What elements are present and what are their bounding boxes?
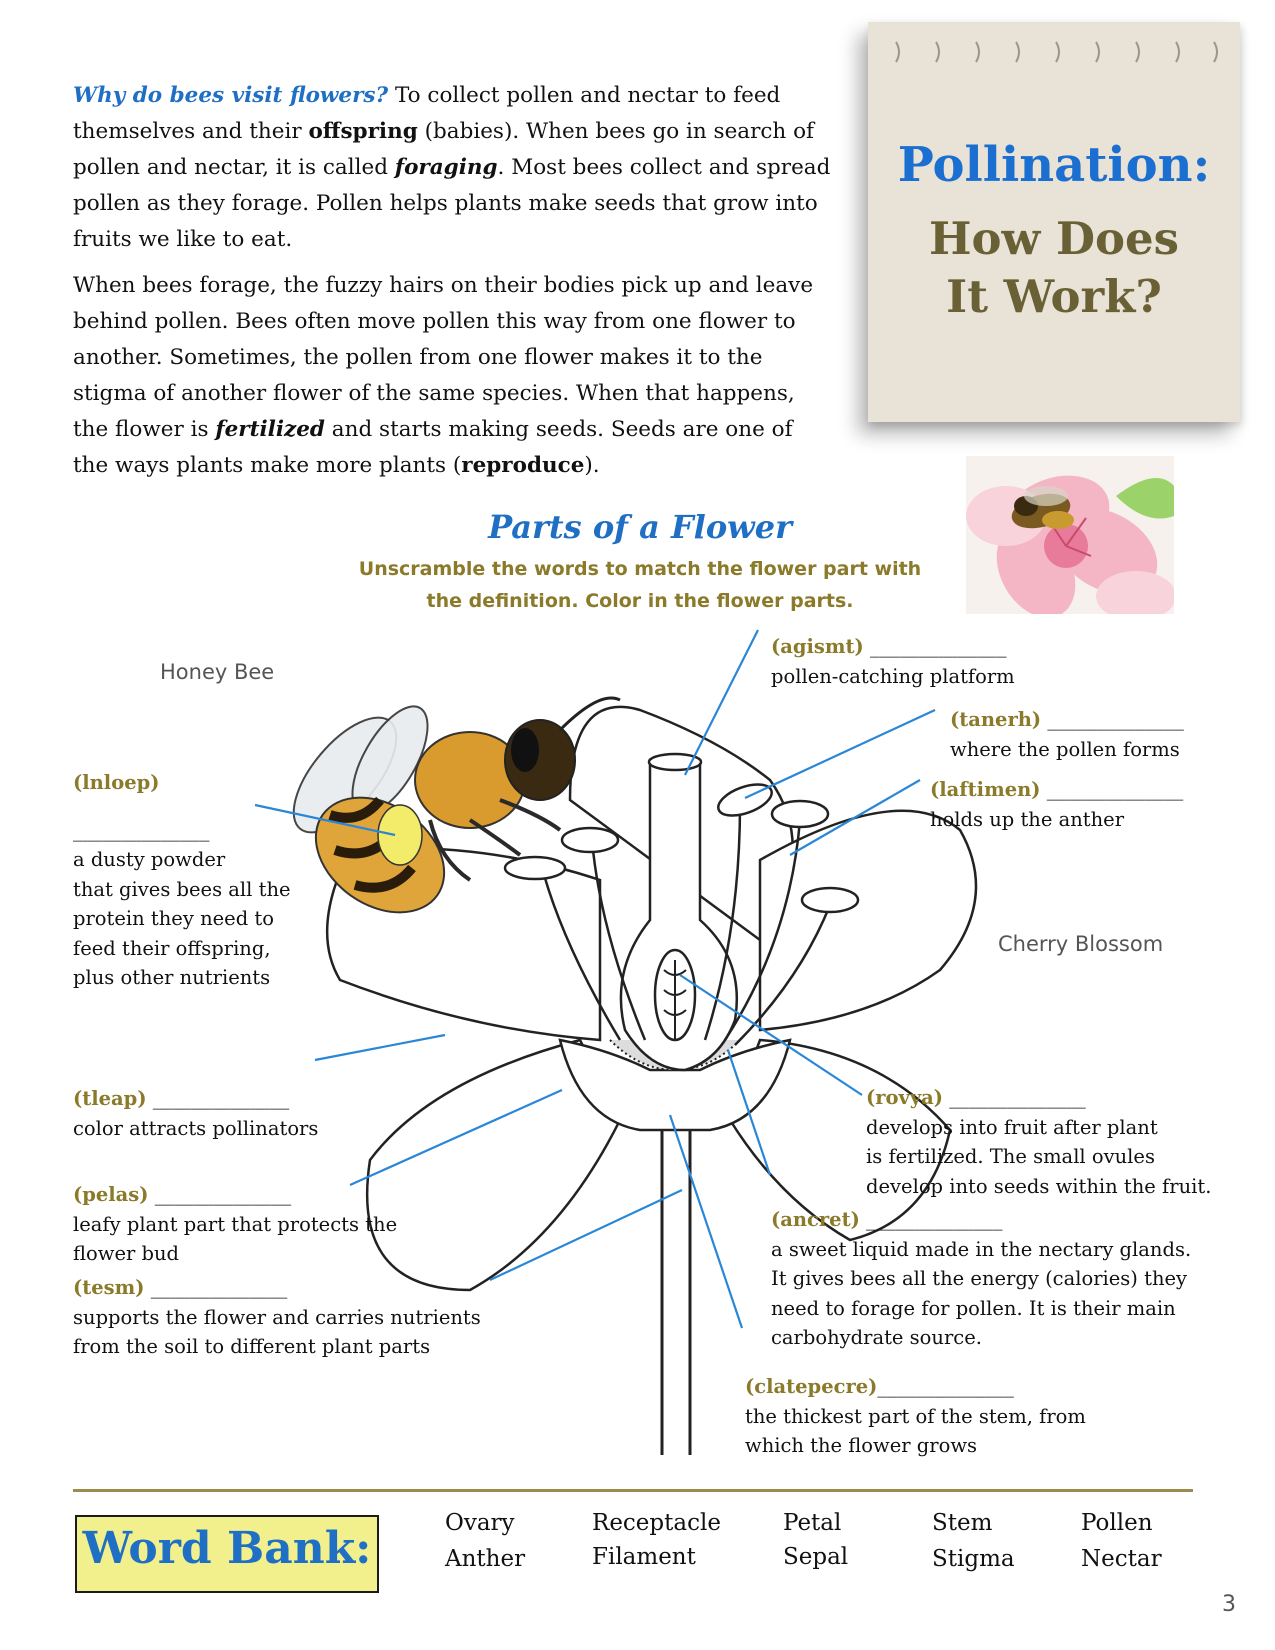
scramble-word: (tanerh) [950,708,1042,731]
anther-row [950,705,1184,735]
scramble-word: (agismt) [771,635,864,658]
scramble-word: (tleap) [73,1087,147,1110]
petal-row [73,1084,318,1114]
definition: plus other nutrients [73,966,271,989]
title-card [868,22,1240,422]
answer-blank[interactable]: ______________ [1046,778,1184,801]
definition: need to forage for pollen. It is their main [771,1296,1176,1320]
term-reproduce: reproduce [461,453,585,478]
label-cherry-blossom: Cherry Blossom [998,932,1164,956]
answer-blank[interactable]: ______________ [150,1276,288,1299]
nectar-item [771,1205,1191,1353]
section-title: Parts of a Flower [488,508,792,546]
scramble-word: (laftimen) [930,778,1041,801]
sepal-row [73,1180,397,1210]
intro-text-span: When bees forage, the fuzzy hairs on their bodies pick up and leave behind pollen. Bees often move pollen this way from one flower to another. Sometimes, the pollen from one flower makes it to the stigma of another flower of the same species. When that happens, the flower is [73,273,814,442]
word-bank-item: Pollen [1081,1510,1153,1536]
stem-item [73,1273,481,1362]
scramble-word: (lnloep) [73,771,160,794]
definition: a sweet liquid made in the nectary glands. [771,1237,1192,1261]
word-bank-item: Stem [932,1510,993,1536]
nectar-row [771,1205,1191,1235]
term-offspring: offspring [308,119,418,144]
stigma-item [771,632,1015,691]
stem-drawing [662,1120,690,1455]
definition: develop into seeds within the fruit. [866,1174,1212,1198]
scramble-word: (pelas) [73,1183,149,1206]
definition: color attracts pollinators [73,1116,319,1140]
filament-row [930,775,1183,805]
answer-blank[interactable]: ______________ [152,1087,290,1110]
word-bank-item: Nectar [1081,1546,1162,1572]
definition: It gives bees all the energy (calories) they [771,1267,1188,1290]
scramble-word: (clatepecre) [745,1375,878,1398]
word-bank-item: Ovary [445,1510,515,1536]
word-bank-item: Sepal [783,1544,849,1570]
word-bank-item: Petal [783,1510,842,1536]
definition: a dusty powder [73,848,226,871]
answer-blank[interactable]: ______________ [949,1086,1086,1109]
word-bank-item: Stigma [932,1546,1015,1572]
sepal-item [73,1180,397,1269]
word-bank-item: Anther [445,1546,526,1572]
definition: protein they need to [73,907,274,930]
title-line-3: It Work? [946,270,1162,323]
petal-item [73,1084,318,1143]
bee-on-blossom-photo [966,456,1174,614]
pollen-item [73,768,291,993]
answer-blank[interactable]: ______________ [869,635,1007,658]
intro-text-span: and starts making seeds. Seeds are one of the ways plants make more plants ( [73,417,793,478]
definition: that gives bees all the [73,877,291,901]
divider-rule [73,1489,1193,1492]
intro-text [73,78,833,494]
intro-text-span: To collect pollen and nectar to feed themselves and their [73,83,781,144]
scramble-word: (tesm) [73,1276,145,1299]
answer-blank[interactable]: ______________ [866,1208,1003,1231]
spiral-holes-decoration [888,38,1220,66]
definition: feed their offspring, [73,936,271,960]
definition: supports the flower and carries nutrients [73,1305,481,1329]
stem-row [73,1273,481,1303]
intro-text-span: (babies). When bees go in search of pollen and nectar, it is called [73,119,815,180]
intro-text-span: ). [584,453,600,478]
page-number: 3 [1222,1592,1236,1617]
definition: develops into fruit after plant [866,1115,1158,1139]
instructions-line-1: Unscramble the words to match the flower part with [358,558,922,580]
title-how-does-it-work [868,210,1240,326]
title-line-2: How Does [929,212,1179,265]
intro-text-span: . Most bees collect and spread pollen as they forage. Pollen helps plants make seeds that grow into fruits we like to eat. [73,155,831,252]
title-pollination: Pollination: [897,137,1211,193]
stigma-row [771,632,1015,662]
definition: flower bud [73,1242,180,1265]
word-bank-label-box [75,1515,379,1593]
word-bank-title: Word Bank: [82,1523,372,1574]
intro-paragraph-2 [73,268,833,484]
definition: carbohydrate source. [771,1326,982,1349]
receptacle-item [745,1372,1086,1461]
definition: the thickest part of the stem, from [745,1404,1086,1428]
answer-blank[interactable]: ______________ [73,818,210,842]
answer-blank[interactable]: ______________ [1047,708,1184,731]
scramble-word: (rovya) [866,1086,944,1109]
definition: holds up the anther [930,807,1125,831]
definition: leafy plant part that protects the [73,1212,398,1236]
definition: from the soil to different plant parts [73,1335,431,1358]
definition: which the flower grows [745,1434,978,1457]
ovary-item [866,1083,1211,1201]
intro-question: Why do bees visit flowers? [73,83,389,108]
label-honey-bee: Honey Bee [160,660,275,684]
definition: is fertilized. The small ovules [866,1145,1155,1168]
anther-item [950,705,1184,764]
answer-blank[interactable]: ______________ [877,1375,1014,1398]
definition: where the pollen forms [950,737,1180,761]
term-fertilized: fertilized [215,417,325,442]
word-bank-item: Filament [592,1544,696,1570]
instructions-line-2: the definition. Color in the flower parts. [426,590,854,612]
intro-paragraph-1 [73,78,833,258]
filament-item [930,775,1183,834]
term-foraging: foraging [394,155,498,180]
scramble-word: (ancret) [771,1208,860,1231]
spacer [73,798,291,816]
receptacle-row [745,1372,1086,1402]
answer-blank[interactable]: ______________ [154,1183,292,1206]
ovary-row [866,1083,1211,1113]
word-bank-item: Receptacle [592,1510,721,1536]
definition: pollen-catching platform [771,664,1015,688]
